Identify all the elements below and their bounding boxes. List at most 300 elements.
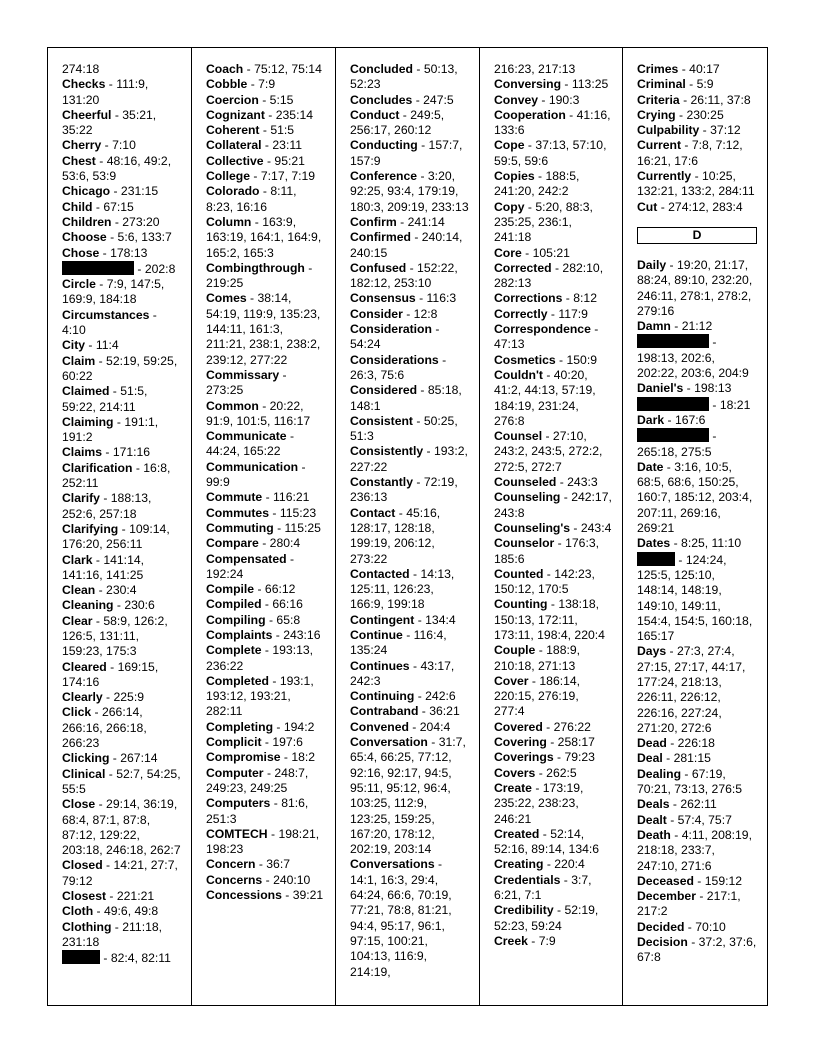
entry-separator: -	[570, 520, 581, 535]
index-entry	[62, 308, 181, 339]
entry-separator: -	[412, 475, 424, 490]
entry-separator: -	[258, 536, 270, 551]
entry-separator: -	[681, 766, 692, 781]
index-entry	[637, 536, 757, 551]
index-entry	[350, 291, 469, 306]
index-entry	[206, 674, 325, 720]
entry-separator: -	[693, 873, 705, 888]
index-term: Cut	[637, 199, 658, 214]
index-term: Conduct	[350, 107, 400, 122]
entry-separator: -	[551, 260, 563, 275]
index-term: Complete	[206, 643, 262, 658]
index-term: College	[206, 169, 251, 184]
index-entry	[494, 536, 612, 567]
entry-separator: -	[134, 261, 145, 276]
index-entry	[206, 429, 325, 460]
page-line-refs: 273:20	[122, 214, 160, 229]
entry-separator: -	[670, 536, 682, 551]
index-term: Confirm	[350, 214, 397, 229]
redaction-block	[637, 397, 709, 411]
entry-separator: -	[561, 77, 572, 92]
page-line-refs: 36:7	[266, 857, 291, 872]
page-line-refs: 39:21	[292, 888, 324, 903]
index-entry	[350, 322, 469, 353]
index-entry	[62, 660, 181, 691]
index-term: Computer	[206, 765, 264, 780]
index-entry	[206, 643, 325, 674]
page-line-refs: 262:11	[680, 797, 717, 812]
index-term: Contingent	[350, 612, 415, 627]
page-line-refs: 217:1, 217:2	[637, 889, 741, 919]
index-entry	[62, 690, 181, 705]
index-term: Compiled	[206, 597, 262, 612]
page-line-refs: 265:18, 275:5	[637, 444, 712, 459]
index-term: Coercion	[206, 92, 259, 107]
page-line-refs: 190:3	[548, 92, 580, 107]
index-term: Choose	[62, 230, 107, 245]
index-entry	[494, 766, 612, 781]
entry-separator: -	[286, 429, 295, 444]
index-entry	[206, 613, 325, 628]
index-entry	[206, 138, 325, 153]
index-entry	[637, 428, 757, 460]
index-entry	[206, 873, 325, 888]
index-term: Conversations	[350, 857, 435, 872]
entry-separator: -	[111, 107, 123, 122]
page-line-refs: 7:9	[258, 77, 276, 92]
index-entry	[637, 334, 757, 381]
index-entry	[206, 154, 325, 169]
entry-separator: -	[267, 826, 279, 841]
page-line-refs: 72:19, 236:13	[350, 475, 458, 505]
entry-separator: -	[95, 277, 107, 292]
entry-separator: -	[110, 184, 121, 199]
entry-separator: -	[259, 123, 271, 138]
entry-separator: -	[85, 338, 96, 353]
entry-separator: -	[538, 92, 549, 107]
page-line-refs: 262:5	[546, 765, 577, 780]
entry-separator: -	[258, 92, 270, 107]
index-term: Deceased	[637, 873, 694, 888]
page-line-refs: 173:19, 235:22, 238:23, 246:21	[494, 780, 584, 826]
entry-separator: -	[298, 459, 306, 474]
index-term: Counted	[494, 566, 544, 581]
entry-separator: -	[535, 643, 547, 658]
entry-separator: -	[415, 291, 427, 306]
page-line-refs: 8:11, 8:23, 16:16	[206, 184, 297, 214]
index-term: Complaints	[206, 627, 273, 642]
index-entry	[494, 200, 612, 246]
index-term: Coach	[206, 62, 244, 76]
index-term: Comes	[206, 291, 247, 306]
index-term: Clearly	[62, 690, 103, 705]
index-entry	[494, 62, 612, 77]
index-term: Clarifying	[62, 521, 119, 536]
page-line-refs: 21:12	[681, 319, 713, 334]
entry-separator: -	[695, 889, 707, 904]
page-line-refs: 111:9, 131:20	[62, 77, 149, 107]
index-entry	[637, 200, 757, 215]
index-term: Dealing	[637, 766, 682, 781]
index-entry	[494, 490, 612, 521]
index-term: Conversation	[350, 735, 428, 750]
page-line-refs: 192:24	[206, 566, 244, 581]
page-line-refs: 48:16, 49:2, 53:6, 53:9	[62, 153, 172, 184]
entry-separator: -	[263, 765, 275, 780]
entry-separator: -	[527, 933, 539, 948]
index-column-3	[336, 48, 480, 1005]
index-term: Concern	[206, 857, 256, 872]
index-term: Counseled	[494, 475, 557, 490]
entries-top	[637, 62, 757, 215]
index-entry	[206, 490, 325, 505]
page-line-refs: 243:4	[580, 520, 612, 535]
index-entry	[637, 920, 757, 935]
entry-separator: -	[409, 658, 421, 673]
index-term: Copy	[494, 199, 525, 214]
page-line-refs: 266:14, 266:16, 266:18, 266:23	[62, 705, 147, 751]
index-entry	[494, 169, 612, 200]
index-term: Daily	[637, 257, 667, 272]
index-entry	[350, 93, 469, 108]
entry-separator: -	[261, 643, 273, 658]
index-entry	[62, 751, 181, 766]
page-line-refs: 230:6	[124, 598, 155, 613]
entry-separator: -	[543, 857, 555, 872]
index-term: Checks	[62, 77, 106, 92]
entry-separator: -	[265, 612, 277, 627]
entry-separator: -	[412, 92, 424, 107]
entry-separator: -	[556, 475, 568, 490]
page-line-refs: 27:3, 27:4, 27:15, 27:17, 44:17, 177:24, 218:13, 226:11, 226:12, 226:16, 227:24, 271:20, 272:6	[637, 644, 746, 735]
index-term: Claims	[62, 445, 102, 460]
page-line-refs: 188:9, 210:18, 271:13	[494, 643, 581, 673]
entry-separator: -	[434, 857, 443, 872]
index-entry	[637, 767, 757, 798]
entry-separator: -	[273, 520, 285, 535]
page-line-refs: 4:10	[62, 323, 86, 338]
index-entry	[637, 319, 757, 334]
page-line-refs: 16:8, 252:11	[62, 460, 171, 491]
redaction-block	[62, 261, 134, 275]
index-term: Coherent	[206, 123, 260, 138]
index-entry	[494, 643, 612, 674]
page-line-refs: 115:23	[279, 505, 317, 520]
page-line-refs: 12:8	[413, 306, 438, 321]
page-line-refs: 167:6	[674, 412, 706, 427]
index-term: Compromise	[206, 750, 281, 765]
index-term: Create	[494, 780, 532, 795]
page-line-refs: 230:4	[106, 583, 137, 598]
index-term: Days	[637, 644, 667, 659]
index-term: Creating	[494, 857, 544, 872]
index-term: Common	[206, 398, 259, 413]
index-term: Circumstances	[62, 307, 150, 322]
entry-separator: -	[109, 384, 121, 399]
index-entry	[62, 522, 181, 553]
index-term: Constantly	[350, 475, 413, 490]
page-line-refs: 8:25, 11:10	[681, 536, 742, 551]
page-line-refs: 75:12, 75:14	[254, 62, 322, 76]
entry-separator: -	[675, 552, 686, 567]
page-line-refs: 169:15, 174:16	[62, 659, 159, 689]
index-term: Completed	[206, 673, 269, 688]
entry-separator: -	[521, 245, 533, 260]
index-term: Corrections	[494, 291, 563, 306]
index-entry	[350, 414, 469, 445]
entry-separator: -	[412, 413, 424, 428]
page-line-refs: 52:7, 54:25, 55:5	[62, 766, 181, 796]
entry-separator: -	[255, 857, 267, 872]
entry-separator: -	[666, 644, 677, 659]
page-line-refs: 113:25	[571, 77, 609, 92]
entry-separator: -	[664, 412, 675, 427]
entry-separator: -	[524, 199, 536, 214]
index-term: Credibility	[494, 903, 554, 918]
page-line-refs: 51:5	[270, 123, 295, 138]
index-entry	[494, 750, 612, 765]
index-entry	[62, 904, 181, 919]
page-line-refs: 220:4	[554, 857, 585, 872]
index-entry	[62, 277, 181, 308]
index-term: Contact	[350, 505, 396, 520]
index-entry	[62, 215, 181, 230]
index-entry	[637, 935, 757, 966]
entry-separator: -	[402, 306, 414, 321]
page-line-refs: 7:9, 147:5, 169:9, 184:18	[62, 277, 165, 307]
entry-separator: -	[113, 598, 125, 613]
entry-separator: -	[709, 335, 717, 350]
index-term: Considered	[350, 383, 418, 398]
index-entry	[62, 184, 181, 199]
entry-separator: -	[669, 797, 681, 812]
index-entry	[494, 353, 612, 368]
page-line-refs: 79:23	[564, 750, 595, 765]
entry-separator: -	[268, 673, 280, 688]
index-term: Claim	[62, 353, 96, 368]
index-term: COMTECH	[206, 826, 268, 841]
index-entry	[206, 628, 325, 643]
index-term: Complicit	[206, 735, 262, 750]
index-entry	[62, 445, 181, 460]
entry-separator: -	[685, 77, 697, 92]
index-entry	[62, 797, 181, 858]
index-term: Combingthrough	[206, 260, 305, 275]
entry-separator: -	[399, 107, 411, 122]
page-line-refs: 193:1, 193:12, 193:21, 282:11	[206, 673, 314, 719]
page-line-refs: 274:12, 283:4	[668, 199, 743, 214]
entry-separator: -	[261, 597, 273, 612]
index-entry	[637, 169, 757, 200]
index-entry	[62, 858, 181, 889]
index-entry	[350, 261, 469, 292]
page-line-refs: 35:21, 35:22	[62, 107, 157, 138]
entry-separator: -	[261, 735, 273, 750]
entry-separator: -	[259, 184, 271, 199]
index-entry	[637, 552, 757, 645]
redaction-block	[62, 950, 100, 964]
page-line-refs: 18:2	[291, 750, 316, 765]
entry-separator: -	[687, 935, 699, 950]
index-entry	[494, 674, 612, 720]
page-line-refs: 211:18, 231:18	[62, 919, 163, 949]
page-line-refs: 276:22	[553, 719, 591, 734]
index-term: Cooperation	[494, 107, 566, 122]
index-term: Current	[637, 138, 682, 153]
index-term: Compensated	[206, 551, 287, 566]
index-entry	[62, 950, 181, 966]
index-entry	[494, 735, 612, 750]
index-term: Commutes	[206, 505, 269, 520]
index-term: Cosmetics	[494, 352, 556, 367]
entry-separator: -	[95, 353, 107, 368]
index-term: Dates	[637, 536, 671, 551]
index-entry	[637, 397, 757, 413]
page-line-refs: 36:21	[429, 704, 460, 719]
page-line-refs: 37:2, 37:6, 67:8	[637, 935, 757, 965]
page-line-refs: 198:13	[694, 381, 732, 396]
entry-separator: -	[101, 445, 113, 460]
index-entry	[494, 903, 612, 934]
page-line-refs: 197:6	[272, 735, 303, 750]
index-entry	[206, 597, 325, 612]
index-term: Core	[494, 245, 522, 260]
page-line-refs: 116:4, 135:24	[350, 627, 447, 658]
index-term: Confused	[350, 260, 407, 275]
page-line-refs: 5:6, 133:7	[117, 230, 172, 245]
page-line-refs: 124:24, 125:5, 125:10, 148:14, 148:19, 149:10, 149:11, 154:4, 154:5, 160:18, 165:17	[637, 552, 753, 644]
index-entry	[206, 735, 325, 750]
entry-separator: -	[93, 904, 104, 919]
entry-separator: -	[261, 138, 273, 153]
entry-separator: -	[100, 951, 111, 966]
index-term: Consideration	[350, 322, 432, 337]
entry-separator: -	[539, 826, 551, 841]
page-line-refs: 14:13, 125:11, 126:23, 166:9, 199:18	[350, 566, 455, 612]
entry-separator: -	[92, 552, 104, 567]
index-entry	[350, 567, 469, 613]
page-line-refs: 14:21, 27:7, 79:12	[62, 858, 178, 888]
index-column-2	[192, 48, 336, 1005]
page-line-refs: 241:14	[407, 214, 445, 229]
index-entry	[494, 475, 612, 490]
entry-separator: -	[681, 138, 692, 153]
entry-separator: -	[272, 627, 284, 642]
page-line-refs: 19:20, 21:17, 88:24, 89:10, 232:20, 246:11, 278:1, 278:2, 279:16	[637, 257, 753, 318]
entry-separator: -	[95, 797, 107, 812]
entry-separator: -	[528, 673, 540, 688]
entry-separator: -	[99, 245, 111, 260]
index-entry	[62, 767, 181, 798]
index-entry	[494, 873, 612, 904]
page-line-refs: 41:16, 133:6	[494, 107, 611, 138]
entry-separator: -	[678, 62, 690, 76]
entry-separator: -	[590, 322, 599, 337]
index-entry	[206, 460, 325, 491]
page-line-refs: 7:10	[112, 138, 136, 153]
entry-separator: -	[414, 612, 426, 627]
index-term: Date	[637, 459, 664, 474]
index-entry	[350, 307, 469, 322]
index-term: Couple	[494, 643, 536, 658]
entry-separator: -	[395, 505, 407, 520]
page-line-refs: 38:14, 54:19, 119:9, 135:23, 144:11, 161:3, 211:21, 238:1, 238:2, 239:12, 277:22	[206, 291, 321, 367]
page-line-refs: 7:8, 7:12, 16:21, 17:6	[637, 138, 743, 168]
index-entry	[206, 123, 325, 138]
index-entry	[637, 381, 757, 396]
page-line-refs: 202:8	[144, 261, 176, 276]
index-page-frame	[47, 47, 768, 1006]
index-entry	[637, 93, 757, 108]
entry-separator: -	[273, 719, 284, 734]
page-line-refs: 29:14, 36:19, 68:4, 87:1, 87:8, 87:12, 129:22, 203:18, 246:18, 262:7	[62, 797, 181, 858]
entry-separator: -	[251, 214, 263, 229]
page-line-refs: 26:11, 37:8	[690, 92, 751, 107]
index-entry	[350, 215, 469, 230]
index-entry	[206, 261, 325, 292]
entry-separator: -	[113, 414, 125, 429]
page-line-refs: 134:4	[425, 612, 456, 627]
page-line-refs: 52:14, 52:16, 89:14, 134:6	[494, 826, 600, 857]
index-entry	[637, 123, 757, 138]
index-entry	[494, 307, 612, 322]
entry-separator: -	[250, 169, 261, 184]
redaction-block	[637, 552, 675, 566]
index-term: Consensus	[350, 291, 416, 306]
index-entry	[350, 857, 469, 979]
entry-separator: -	[524, 138, 536, 153]
page-line-refs: 274:18	[62, 62, 100, 76]
index-entry	[350, 230, 469, 261]
section-header-d: D	[637, 227, 757, 244]
index-term: Covers	[494, 765, 536, 780]
page-line-refs: 194:2	[283, 719, 315, 734]
index-entry	[206, 796, 325, 827]
page-line-refs: 171:16	[112, 445, 151, 460]
entry-separator: -	[663, 459, 675, 474]
index-entry	[62, 920, 181, 951]
entry-separator: -	[427, 735, 439, 750]
page-line-refs: 273:25	[206, 383, 244, 398]
index-entry	[494, 138, 612, 169]
page-line-refs: 178:13	[110, 245, 148, 260]
entry-separator: -	[562, 291, 574, 306]
entry-separator: -	[565, 107, 577, 122]
entry-separator: -	[418, 704, 430, 719]
entry-separator: -	[546, 735, 558, 750]
entry-separator: -	[408, 719, 420, 734]
index-term: Chest	[62, 153, 96, 168]
index-term: Consider	[350, 306, 403, 321]
page-line-refs: 141:14, 141:16, 141:25	[62, 552, 145, 582]
entry-separator: -	[657, 199, 669, 214]
index-entry	[494, 720, 612, 735]
page-line-refs: 280:4	[269, 536, 301, 551]
index-entry	[350, 659, 469, 690]
redaction-block	[637, 428, 709, 442]
index-term: Contacted	[350, 566, 410, 581]
entry-separator: -	[118, 521, 130, 536]
page-line-refs: 231:15	[120, 184, 159, 199]
index-entry	[494, 567, 612, 598]
index-entry	[637, 138, 757, 169]
index-term: Compiling	[206, 612, 266, 627]
index-term: Death	[637, 827, 671, 842]
entry-separator: -	[412, 62, 424, 76]
entry-separator: -	[406, 260, 418, 275]
index-term: Cobble	[206, 77, 248, 92]
index-term: Collective	[206, 153, 264, 168]
